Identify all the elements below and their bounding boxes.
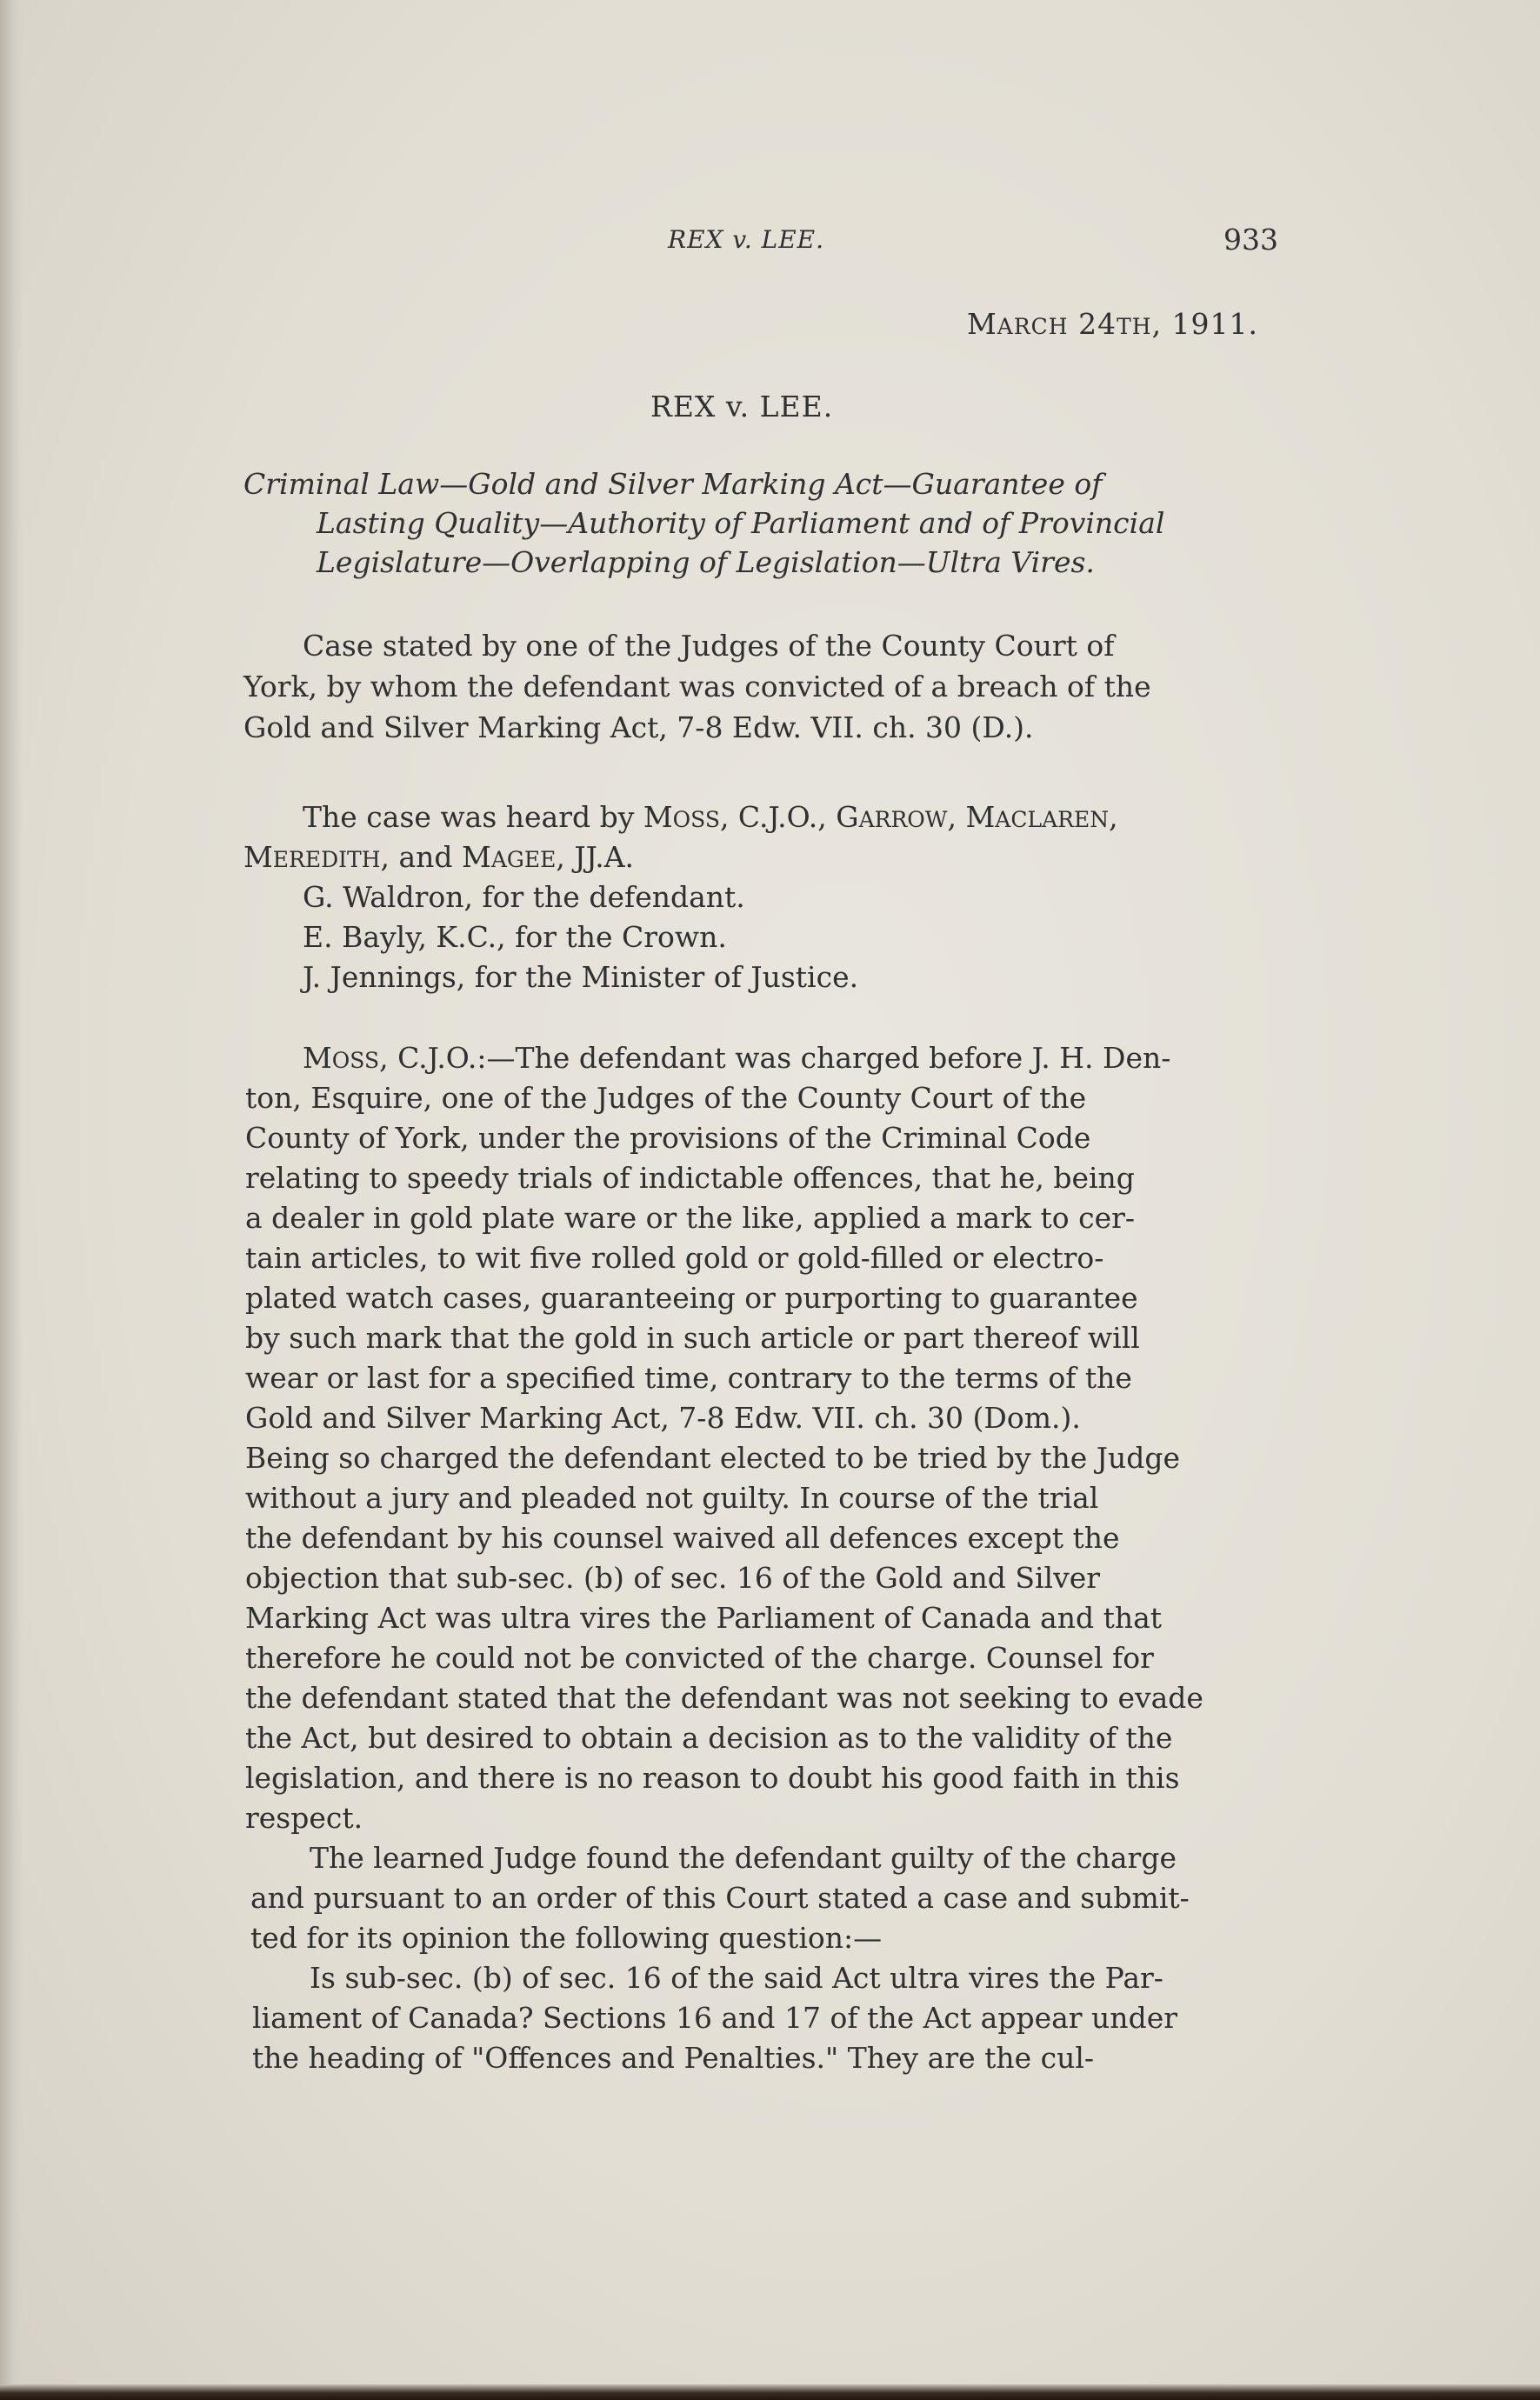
counsel-line: J. Jennings, for the Minister of Justice.	[303, 960, 859, 994]
counsel-line: G. Waldron, for the defendant.	[303, 880, 745, 914]
judgment-line: County of York, under the provisions of the Criminal Code	[245, 1121, 1091, 1155]
judgment-line: a dealer in gold plate ware or the like, applied a mark to cer-	[245, 1201, 1136, 1235]
judgment-line: objection that sub-sec. (b) of sec. 16 of the Gold and Silver	[245, 1561, 1101, 1595]
judgment-line: the Act, but desired to obtain a decision as to the validity of the	[245, 1721, 1173, 1755]
judgment-line: The learned Judge found the defendant guilty of the charge	[310, 1841, 1177, 1875]
judgment-line: wear or last for a specified time, contrary to the terms of the	[245, 1361, 1132, 1395]
headnote-line: Lasting Quality—Authority of Parliament and of Provincial	[317, 506, 1165, 540]
judgment-line: Being so charged the defendant elected to be tried by the Judge	[245, 1441, 1180, 1475]
decision-date: MARCH 24TH, 1911.	[967, 307, 1259, 341]
judgment-line: therefore he could not be convicted of the charge. Counsel for	[245, 1641, 1154, 1675]
case-stated-line: Case stated by one of the Judges of the County Court of	[303, 629, 1115, 663]
heard-by-line: The case was heard by MOSS, C.J.O., GARROW, MACLAREN,	[303, 800, 1118, 834]
page-number: 933	[1223, 223, 1278, 257]
page-left-edge	[0, 0, 23, 2400]
judgment-line: Gold and Silver Marking Act, 7-8 Edw. VII. ch. 30 (Dom.).	[245, 1401, 1081, 1435]
judgment-line: ton, Esquire, one of the Judges of the County Court of the	[245, 1081, 1087, 1115]
judgment-line: without a jury and pleaded not guilty. In course of the trial	[245, 1481, 1099, 1515]
judgment-line: liament of Canada? Sections 16 and 17 of the Act appear under	[252, 2001, 1177, 2035]
headnote-line: Legislature—Overlapping of Legislation—Ultra Vires.	[317, 545, 1095, 579]
case-stated-line: Gold and Silver Marking Act, 7-8 Edw. VII. ch. 30 (D.).	[243, 710, 1034, 744]
case-title: REX v. LEE.	[650, 390, 834, 423]
judgment-line: the heading of "Offences and Penalties." They are the cul-	[252, 2041, 1095, 2075]
judgment-line: plated watch cases, guaranteeing or purporting to guarantee	[245, 1281, 1138, 1315]
judgment-line: Marking Act was ultra vires the Parliament of Canada and that	[245, 1601, 1163, 1635]
judgment-line: ted for its opinion the following question:—	[250, 1921, 883, 1955]
judgment-line: tain articles, to wit five rolled gold or gold-filled or electro-	[245, 1241, 1104, 1275]
heard-by-line: MEREDITH, and MAGEE, JJ.A.	[243, 840, 635, 874]
page-bottom-edge	[0, 2384, 1540, 2400]
judgment-line: relating to speedy trials of indictable offences, that he, being	[245, 1161, 1135, 1195]
judgment-line: the defendant stated that the defendant was not seeking to evade	[245, 1681, 1203, 1715]
judgment-line: the defendant by his counsel waived all defences except the	[245, 1521, 1120, 1555]
judgment-line: legislation, and there is no reason to doubt his good faith in this	[245, 1761, 1180, 1795]
judgment-line: Is sub-sec. (b) of sec. 16 of the said Act ultra vires the Par-	[310, 1961, 1163, 1995]
judgment-line: MOSS, C.J.O.:—The defendant was charged before J. H. Den-	[303, 1041, 1171, 1075]
running-head: REX v. LEE.	[668, 225, 825, 254]
judgment-line: respect.	[245, 1801, 363, 1835]
judgment-line: by such mark that the gold in such article or part thereof will	[245, 1321, 1140, 1355]
headnote-line: Criminal Law—Gold and Silver Marking Act—Guarantee of	[243, 467, 1103, 501]
counsel-line: E. Bayly, K.C., for the Crown.	[303, 920, 727, 954]
judgment-line: and pursuant to an order of this Court stated a case and submit-	[250, 1881, 1190, 1915]
case-stated-line: York, by whom the defendant was convicted of a breach of the	[243, 670, 1151, 703]
